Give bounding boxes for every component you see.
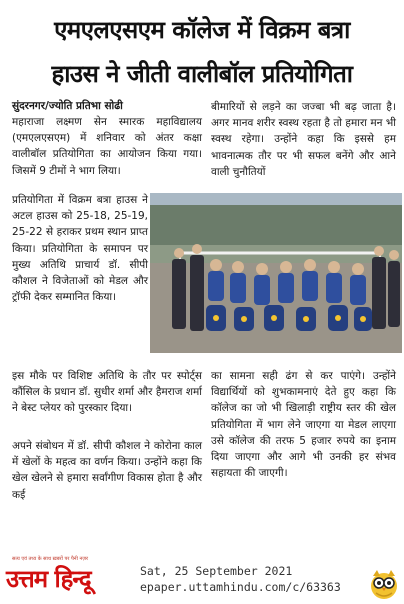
owl-icon: [368, 568, 400, 600]
uttam-hindu-logo: [6, 556, 132, 594]
headline-line-1: एमएलएसएम कॉलेज में विक्रम बत्रा: [54, 16, 350, 44]
team-photo-illustration: [150, 193, 402, 353]
edition-date: Sat, 25 September 2021: [140, 564, 293, 578]
paragraph-5: बीमारियों से लड़ने का जज्बा भी बढ़ जाता है। अगर मानव शरीर स्वस्थ रहता है तो हमारा मन भी स्वस्थ रहेगा। उन्होंने कहा कि इससे हम भावनात्मक तौर पर भी सफल बनेंगे और आने वाली चुनौतियों: [211, 101, 396, 178]
paragraph-4: अपने संबोधन में डॉ. सीपी कौशल ने कोरोना काल में खेलों के महत्व का वर्णन किया। उन्होंने कहा कि खेल खेलने से हमारा सर्वांगीण विकास होता है और कई: [12, 440, 202, 501]
paragraph-1: महाराजा लक्ष्मण सेन स्मारक महाविद्यालय (एमएलएसएम) में शनिवार को अंतर कक्षा वालीबॉल प्रतियोगिता का आयोजन किया गया। जिसमें 9 टीमों ने भाग लिया।: [12, 116, 202, 177]
paragraph-6: का सामना सही ढंग से कर पाएंगे। उन्होंने विद्यार्थियों को शुभकामनाएं देते हुए कहा कि कॉलेज का जो भी खिलाड़ी राष्ट्रीय स्तर की खेल प्रतियोगिता में भाग लेने जाएगा या मेडल लाएगा उसे कॉलेज की तरफ 5 हजार रुपये का इनाम दिया जाएगा और आगे भी उनकी हर संभव सहायता की जाएगी।: [211, 370, 396, 480]
headline-line-2: हाउस ने जीती वालीबॉल प्रतियोगिता: [51, 60, 353, 88]
byline: सुंदरनगर/ज्योति प्रतिभा सोढी: [12, 100, 123, 112]
paragraph-2: प्रतियोगिता में विक्रम बत्रा हाउस ने अटल हाउस को 25-18, 25-19, 25-22 से हराकर प्रथम स्थान प्राप्त किया। प्रतियोगिता के समापन पर मुख्य अतिथि प्राचार्य डॉ. सीपी कौशल ने विजेताओं को मेडल और ट्रॉफी देकर सम्मानित किया।: [12, 194, 148, 304]
paragraph-3: इस मौके पर विशिष्ट अतिथि के तौर पर स्पोर्ट्स कौंसिल के प्रधान डॉ. सुधीर शर्मा और हैमराज शर्मा ने बेस्ट प्लेयर को पुरस्कार दिया।: [12, 370, 202, 415]
logo-text: उत्तम हिन्दू: [6, 565, 91, 593]
logo-tagline: सत्य एवं तथ्य के साथ ख़बरों पर पैनी नज़र: [12, 556, 88, 562]
epaper-link[interactable]: epaper.uttamhindu.com/c/63363: [140, 580, 341, 594]
team-photo: [150, 193, 402, 353]
